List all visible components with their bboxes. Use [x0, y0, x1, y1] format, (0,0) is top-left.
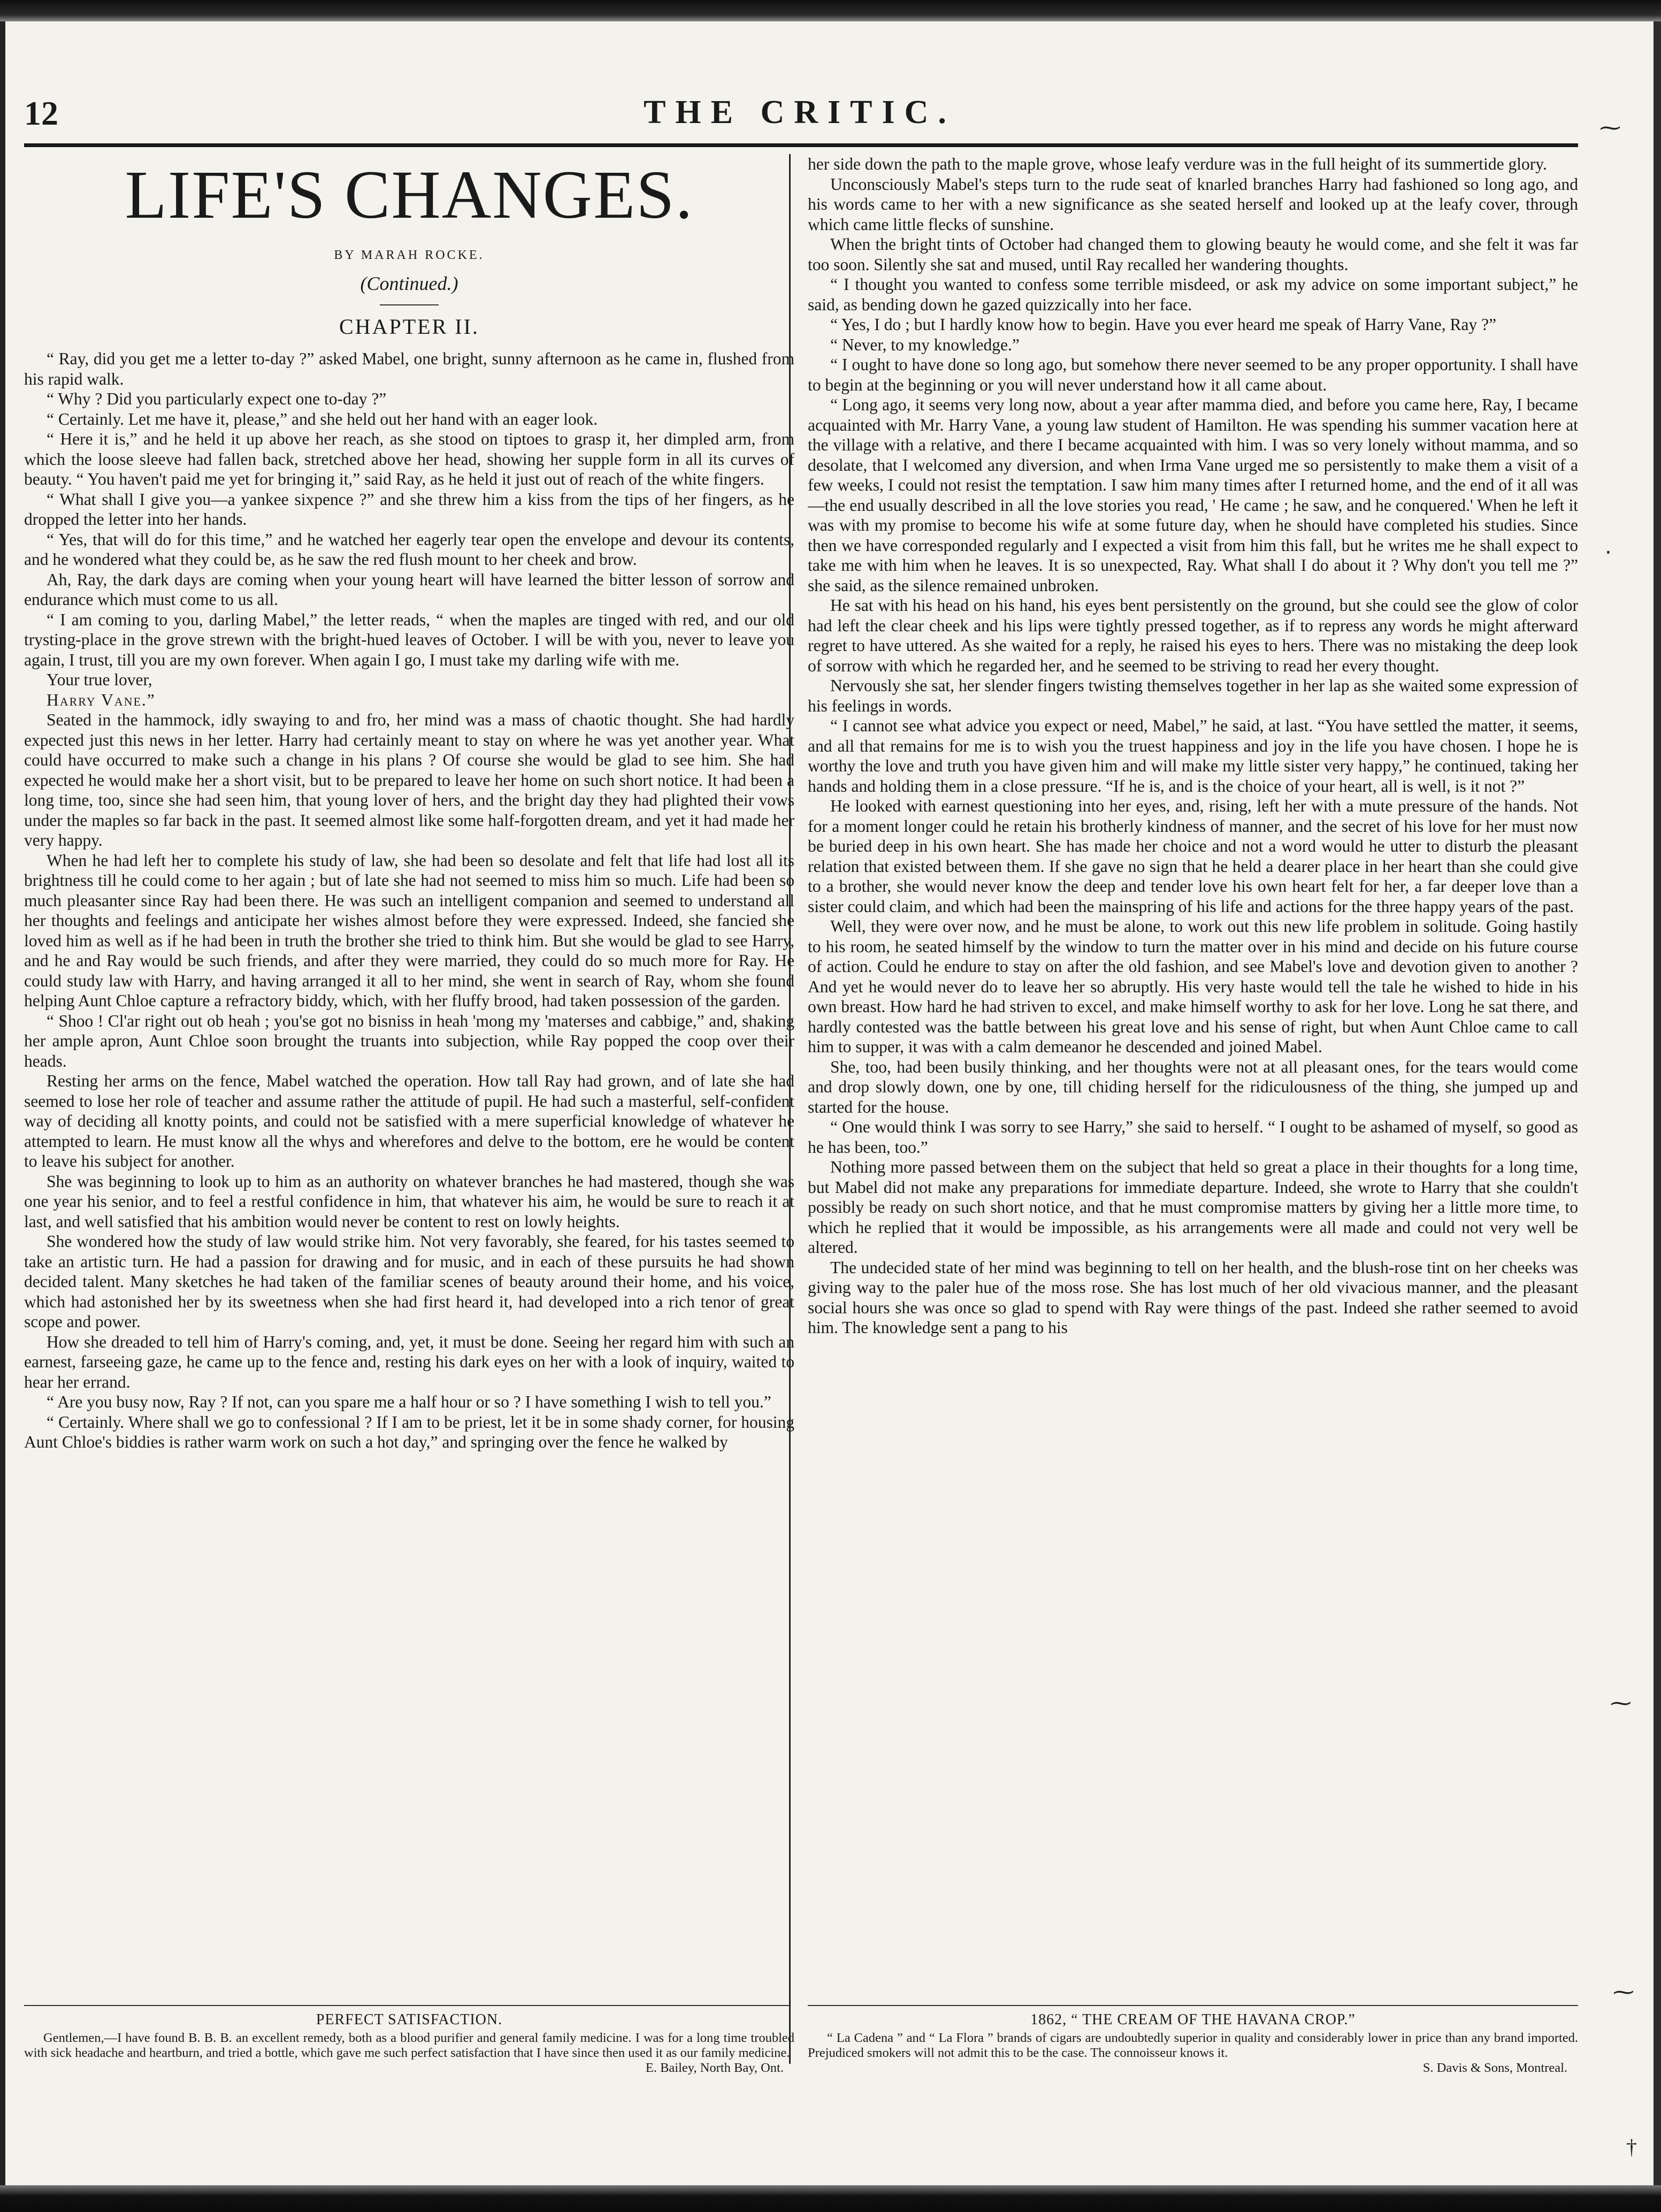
advert-footer	[24, 2061, 794, 2076]
paragraph: “ Yes, that will do for this time,” and he watched her eagerly tear open the envelope and devour its contents, and he wondered what they could be, as he saw the red flush mount to her cheek and brow.	[24, 530, 794, 569]
advert-rule-right	[808, 2005, 1578, 2006]
paragraph: Nothing more passed between them on the subject that held so great a place in their thoughts for a long time, but Mabel did not make any preparations for immediate departure. Indeed, she wrote to Harry that she couldn't possibly be ready on such short notice, and that he must compromise matters by giving her a little more time, to which he replied that it would be impossible, as his arrangements were all made and could not very well be altered.	[808, 1158, 1578, 1257]
advert-body: “ La Cadena ” and “ La Flora ” brands of cigars are undoubtedly superior in quality and considerably lower in price than any brand imported. Prejudiced smokers will not admit this to be the case. The connoisseur knows it.	[808, 2031, 1578, 2060]
scan-speck-mark: †	[1626, 2135, 1637, 2159]
paragraph: Seated in the hammock, idly swaying to and fro, her mind was a mass of chaotic thought. She had hardly expected just this news in her letter. Harry had certainly meant to stay on where he was yet another year. What could have occurred to make such a change in his plans ? Of course she would be glad to see him. She had expected he would make her a short visit, but to be prepared to leave her home on such short notice. It had been a long time, too, since she had seen him, that young lover of hers, and the bright day they had plighted their vows under the maples so far back in the past. It seemed almost like some half-forgotten dream, and yet it had made her very happy.	[24, 710, 794, 849]
paragraph: She was beginning to look up to him as an authority on whatever branches he had mastered, though she was one year his senior, and to feel a restful confidence in him, that whatever his aim, he would be sure to reach it at last, and well satisfied that his ambition would never be content to rest on lowly heights.	[24, 1172, 794, 1231]
short-rule	[380, 304, 439, 305]
advert-headline: PERFECT SATISFACTION.	[316, 2011, 503, 2028]
page-header	[24, 94, 1575, 136]
advert-body: Gentlemen,—I have found B. B. B. an excellent remedy, both as a blood purifier and general family medicine. I was for a long time troubled with sick headache and heartburn, and tried a bottle, which gave me such perfect satisfaction that I have since then used it as our family medicine.	[24, 2031, 794, 2060]
letter-closing: Your true lover,	[47, 670, 152, 689]
article-byline: BY MARAH ROCKE.	[334, 248, 485, 262]
paragraph: She wondered how the study of law would strike him. Not very favorably, she feared, for his tastes seemed to take an artistic turn. He had a passion for drawing and for music, and in each of these pursuits he had shown decided talent. Many sketches he had taken of the familiar scenes of beauty around their home, and his voice, which had astonished her by its sweetness when she had first heard it, had developed into a rich tenor of great scope and power.	[24, 1232, 794, 1331]
paragraph: When he had left her to complete his study of law, she had been so desolate and felt that life had lost all its brightness till he could come to her again ; but of late she had not seemed to miss him so much. Life had been so much pleasanter since Ray had been there. He was such an intelligent companion and seemed to understand all her thoughts and feelings and anticipate her wishes almost before they were expressed. Indeed, she fancied she loved him as well as if he had been in truth the brother she tried to think him. But she would be glad to see Harry, and he and Ray would be such friends, and after they were married, they could do so much more for Ray. He could study law with Harry, and having arranged it all to her mind, she went in search of Ray, whom she found helping Aunt Chloe capture a refractory biddy, which, with her fluffy brood, had taken possession of the garden.	[24, 851, 794, 1010]
paragraph: “ I ought to have done so long ago, but somehow there never seemed to be any proper opportunity. I shall have to begin at the beginning or you will never understand how it all came about.	[808, 355, 1578, 394]
advert-footer	[808, 2061, 1578, 2076]
scan-bottom-border	[0, 2185, 1661, 2212]
advert-headline: 1862, “ THE CREAM OF THE HAVANA CROP.”	[1030, 2011, 1356, 2028]
paragraph: “ I thought you wanted to confess some terrible misdeed, or ask my advice on some important subject,” he said, as bending down he gazed quizzically into her face.	[808, 275, 1578, 314]
left-column	[24, 154, 794, 1994]
scan-speck-mark: ⁓	[1610, 1691, 1632, 1715]
paragraph: When the bright tints of October had changed them to glowing beauty he would come, and she felt it was far too soon. Silently she sat and mused, until Ray recalled her wandering thoughts.	[808, 235, 1578, 274]
advert-signature: E. Bailey, North Bay, Ont.	[645, 2061, 784, 2075]
scan-speck-mark: ⁓	[1613, 1980, 1634, 2004]
paragraph: “ Are you busy now, Ray ? If not, can you spare me a half hour or so ? I have something I wish to tell you.”	[47, 1392, 771, 1411]
paragraph: How she dreaded to tell him of Harry's coming, and, yet, it must be done. Seeing her regard him with such an earnest, farseeing gaze, he came up to the fence and, resting his dark eyes on her with a look of inquiry, waited to hear her errand.	[24, 1332, 794, 1391]
chapter-heading: CHAPTER II.	[339, 315, 479, 339]
scan-speck-mark: ⁓	[1599, 116, 1621, 140]
paragraph: “ Yes, I do ; but I hardly know how to begin. Have you ever heard me speak of Harry Vane, Ray ?”	[830, 315, 1497, 334]
article-title: LIFE'S CHANGES.	[125, 157, 694, 233]
paragraph: “ I am coming to you, darling Mabel,” the letter reads, “ when the maples are tinged with red, and our old trysting-place in the grove strewn with the bright-hued leaves of October. I will be with you, never to leave you again, I trust, till you are my own forever. When again I go, I must take my darling wife with me.	[24, 610, 794, 669]
paragraph: “ Ray, did you get me a letter to-day ?” asked Mabel, one bright, sunny afternoon as he came in, flushed from his rapid walk.	[24, 349, 794, 388]
paragraph: her side down the path to the maple grove, whose leafy verdure was in the full height of its summertide glory.	[808, 155, 1547, 173]
right-column	[808, 154, 1578, 1994]
paragraph: “ One would think I was sorry to see Harry,” she said to herself. “ I ought to be ashamed of myself, so good as he has been, too.”	[808, 1118, 1578, 1157]
paragraph: “ Certainly. Where shall we go to confessional ? If I am to be priest, let it be in some shady corner, for housing Aunt Chloe's biddies is rather warm work on such a hot day,” and springing over the fence he walked by	[24, 1412, 794, 1451]
continued-note: (Continued.)	[360, 273, 458, 294]
paragraph: Unconsciously Mabel's steps turn to the rude seat of knarled branches Harry had fashioned so long ago, and his words came to her with a new significance as she seated herself and looked up at the leafy cover, through which came little flecks of sunshine.	[808, 174, 1578, 234]
paragraph: Ah, Ray, the dark days are coming when your young heart will have learned the bitter lesson of sorrow and endurance which must come to us all.	[24, 570, 794, 609]
paragraph: “ Never, to my knowledge.”	[830, 335, 1020, 354]
paragraph: “ What shall I give you—a yankee sixpence ?” and she threw him a kiss from the tips of her fingers, as he dropped the letter into her hands.	[24, 489, 794, 529]
advertisement-left	[24, 2011, 794, 2076]
masthead: THE CRITIC.	[644, 94, 956, 131]
paragraph: “ Shoo ! Cl'ar right out ob heah ; you'se got no bisniss in heah 'mong my 'materses and cabbige,” and, shaking her ample apron, Aunt Chloe soon brought the truants into subjection, while Ray popped the coop over their heads.	[24, 1011, 794, 1070]
letter-signature: Harry Vane.”	[47, 690, 156, 709]
advert-rule-left	[24, 2005, 789, 2006]
header-rule	[24, 143, 1578, 147]
scan-speck-mark: ‧	[1605, 541, 1612, 565]
paragraph: “ Here it is,” and he held it up above her reach, as she stood on tiptoes to grasp it, her dimpled arm, from which the loose sleeve had fallen back, stretched above her head, showing her supple form in all its curves of beauty. “ You haven't paid me yet for bringing it,” said Ray, as he held it just out of reach of the white fingers.	[24, 430, 794, 488]
paragraph: The undecided state of her mind was beginning to tell on her health, and the blush-rose tint on her cheeks was giving way to the paler hue of the moss rose. She has lost much of her old vivacious manner, and the pleasant social hours she was once so glad to spend with Ray were things of the past. Indeed she rather seemed to avoid him. The knowledge sent a pang to his	[808, 1258, 1578, 1337]
paragraph: “ I cannot see what advice you expect or need, Mabel,” he said, at last. “You have settled the matter, it seems, and all that remains for me is to wish you the truest happiness and joy in the life you have chosen. I hope he is worthy the love and truth you have given him and will make my little sister very happy,” he continued, taking her hands and holding them in a close pressure. “If he is, and is the choice of your heart, all is well, is it not ?”	[808, 716, 1578, 795]
scan-left-edge	[0, 21, 5, 2185]
scan-right-edge	[1654, 21, 1661, 2185]
paragraph: “ Why ? Did you particularly expect one to-day ?”	[47, 389, 387, 408]
paragraph: “ Certainly. Let me have it, please,” and she held out her hand with an eager look.	[47, 409, 598, 428]
paragraph: Resting her arms on the fence, Mabel watched the operation. How tall Ray had grown, and of late she had seemed to lose her role of teacher and assume rather the attitude of pupil. He had such a masterful, self-confident way of deciding all knotty points, and could not be satisfied with a mere superficial knowledge of whatever he attempted to learn. He must know all the whys and wherefores and delve to the bottom, ere he would be content to leave his subject for another.	[24, 1071, 794, 1170]
paragraph: “ Long ago, it seems very long now, about a year after mamma died, and before you came here, Ray, I became acquainted with Mr. Harry Vane, a young law student of Hamilton. He was spending his summer vacation here at the village with a relative, and there I became acquainted with him. I was so very lonely without mamma, and so desolate, that I welcomed any diversion, and when Irma Vane urged me so persistently to make them a visit of a few weeks, I could not resist the temptation. I saw him many times after I returned home, and the end of it all was—the end usually described in all the love stories you read, ' He came ; he saw, and he conquered.' When he left it was with my promise to become his wife at some future day, when he should have completed his studies. Since then we have corresponded regularly and I expected a visit from him this fall, but he writes me he shall expect to take me with him when he leaves. It is so unexpected, Ray. What shall I do about it ? Why don't you tell me ?” she said, as the silence remained unbroken.	[808, 395, 1578, 595]
advert-signature: S. Davis & Sons, Montreal.	[1422, 2061, 1567, 2075]
paragraph: He looked with earnest questioning into her eyes, and, rising, left her with a mute pressure of the hands. Not for a moment longer could he retain his brotherly kindness of manner, and the secret of his love for her must now be buried deep in his own heart. She has made her choice and not a word would he utter to disturb the pleasant relation that existed between them. If she gave no sign that he held a dearer place in her heart than she could give to a brother, she would never know the deep and tender love his own heart felt for her, a far deeper love than a sister could claim, and which had been the mainspring of his life and actions for the three happy years of the past.	[808, 797, 1578, 916]
page-number: 12	[24, 94, 58, 132]
paragraph: Well, they were over now, and he must be alone, to work out this new life problem in solitude. Going hastily to his room, he seated himself by the window to turn the matter over in his mind and decide on his future course of action. Could he endure to stay on after the old fashion, and see Mabel's love and devotion given to another ? And yet he would never do to leave her so abruptly. His very haste would tell the tale he wished to hide in his own breast. How hard he had striven to excel, and make himself worthy to ask for her love. Long he sat there, and hardly contested was the battle between his great love and his sense of right, but when Aunt Chloe came to call him to supper, it was with a calm demeanor he descended and joined Mabel.	[808, 917, 1578, 1056]
paragraph: She, too, had been busily thinking, and her thoughts were not at all pleasant ones, for the tears would come and drop slowly down, one by one, till chiding herself for the ridiculousness of the thing, she jumped up and started for the house.	[808, 1057, 1578, 1116]
scan-top-border	[0, 0, 1661, 21]
paragraph: He sat with his head on his hand, his eyes bent persistently on the ground, but she could see the glow of color had left the clear cheek and his lips were tightly pressed together, as if to repress any words he might afterward regret to have uttered. As she waited for a reply, he raised his eyes to hers. There was no mistaking the deep look of sorrow with which he regarded her, and he seemed to be striving to read her every thought.	[808, 596, 1578, 675]
paragraph: Nervously she sat, her slender fingers twisting themselves together in her lap as she waited some expression of his feelings in words.	[808, 676, 1578, 715]
advertisement-right	[808, 2011, 1578, 2076]
